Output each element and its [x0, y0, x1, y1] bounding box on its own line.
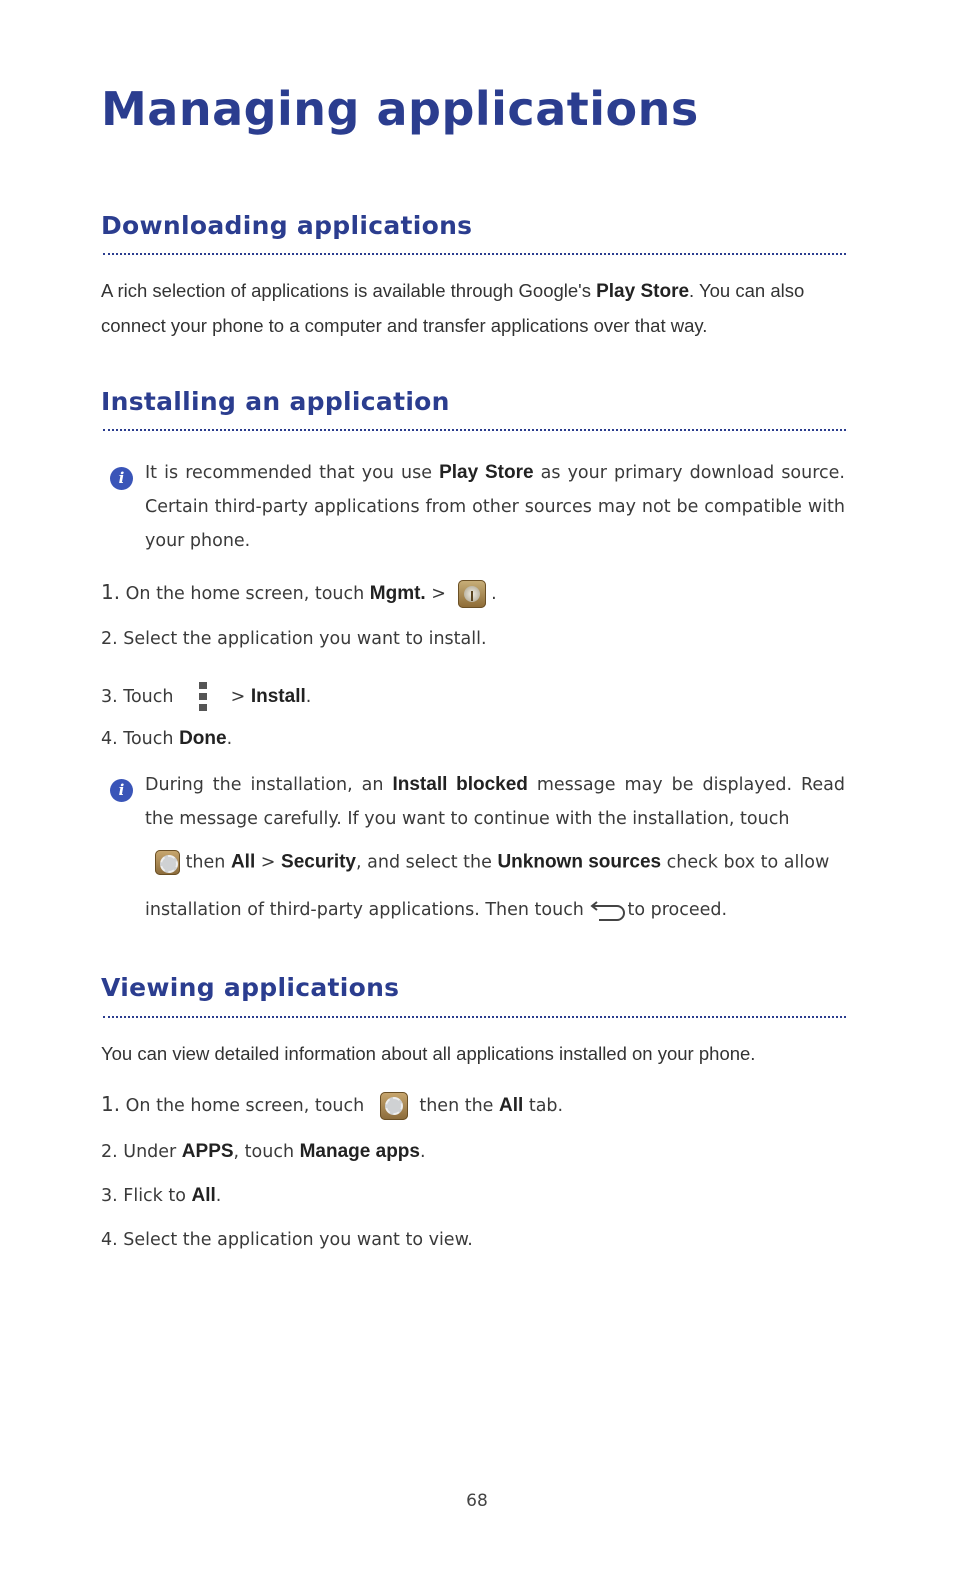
view-step-4: 4. Select the application you want to view. [101, 1230, 473, 1250]
view-step-2: 2. Under APPS, touch Manage apps. [101, 1141, 426, 1162]
install-step-4: 4. Touch Done. [101, 728, 233, 749]
mgmt-app-icon [458, 580, 486, 608]
view-step-1: 1. On the home screen, touch then the All tab. [101, 1092, 563, 1120]
install-step-2: 2. Select the application you want to install. [101, 629, 487, 649]
downloading-paragraph: A rich selection of applications is available through Google's Play Store. You can also connect your phone to a computer and transfer applications over that way. [101, 280, 805, 336]
section-divider [103, 1016, 846, 1018]
menu-icon [199, 682, 207, 712]
section-heading-viewing: Viewing applications [101, 973, 400, 1002]
install-step-1: 1. On the home screen, touch Mgmt. > . [101, 580, 497, 608]
section-heading-installing: Installing an application [101, 387, 450, 416]
install-note-blocked-line4: installation of third-party applications. Then touch to proceed. [145, 900, 728, 920]
page-title: Managing applications [101, 82, 699, 136]
install-note-recommendation: It is recommended that you use Play Store as your primary download source. Certain third-party applications from other sources may not be compatible with your phone. [145, 462, 845, 551]
back-icon [589, 898, 627, 922]
view-step-3: 3. Flick to All. [101, 1185, 222, 1206]
install-step-3: 3. Touch > Install. [101, 682, 311, 712]
info-icon: i [110, 779, 133, 802]
section-heading-downloading: Downloading applications [101, 211, 473, 240]
install-note-blocked: During the installation, an Install blocked message may be displayed. Read the message carefully. If you want to continue with the installation, touch [145, 774, 845, 829]
install-note-blocked-line3: then All > Security, and select the Unknown sources check box to allow [155, 850, 829, 875]
settings-icon [155, 850, 180, 875]
section-divider [103, 253, 846, 255]
section-divider [103, 429, 846, 431]
settings-icon [380, 1092, 408, 1120]
info-icon: i [110, 467, 133, 490]
viewing-intro: You can view detailed information about all applications installed on your phone. [101, 1043, 756, 1064]
page-number: 68 [466, 1491, 488, 1511]
